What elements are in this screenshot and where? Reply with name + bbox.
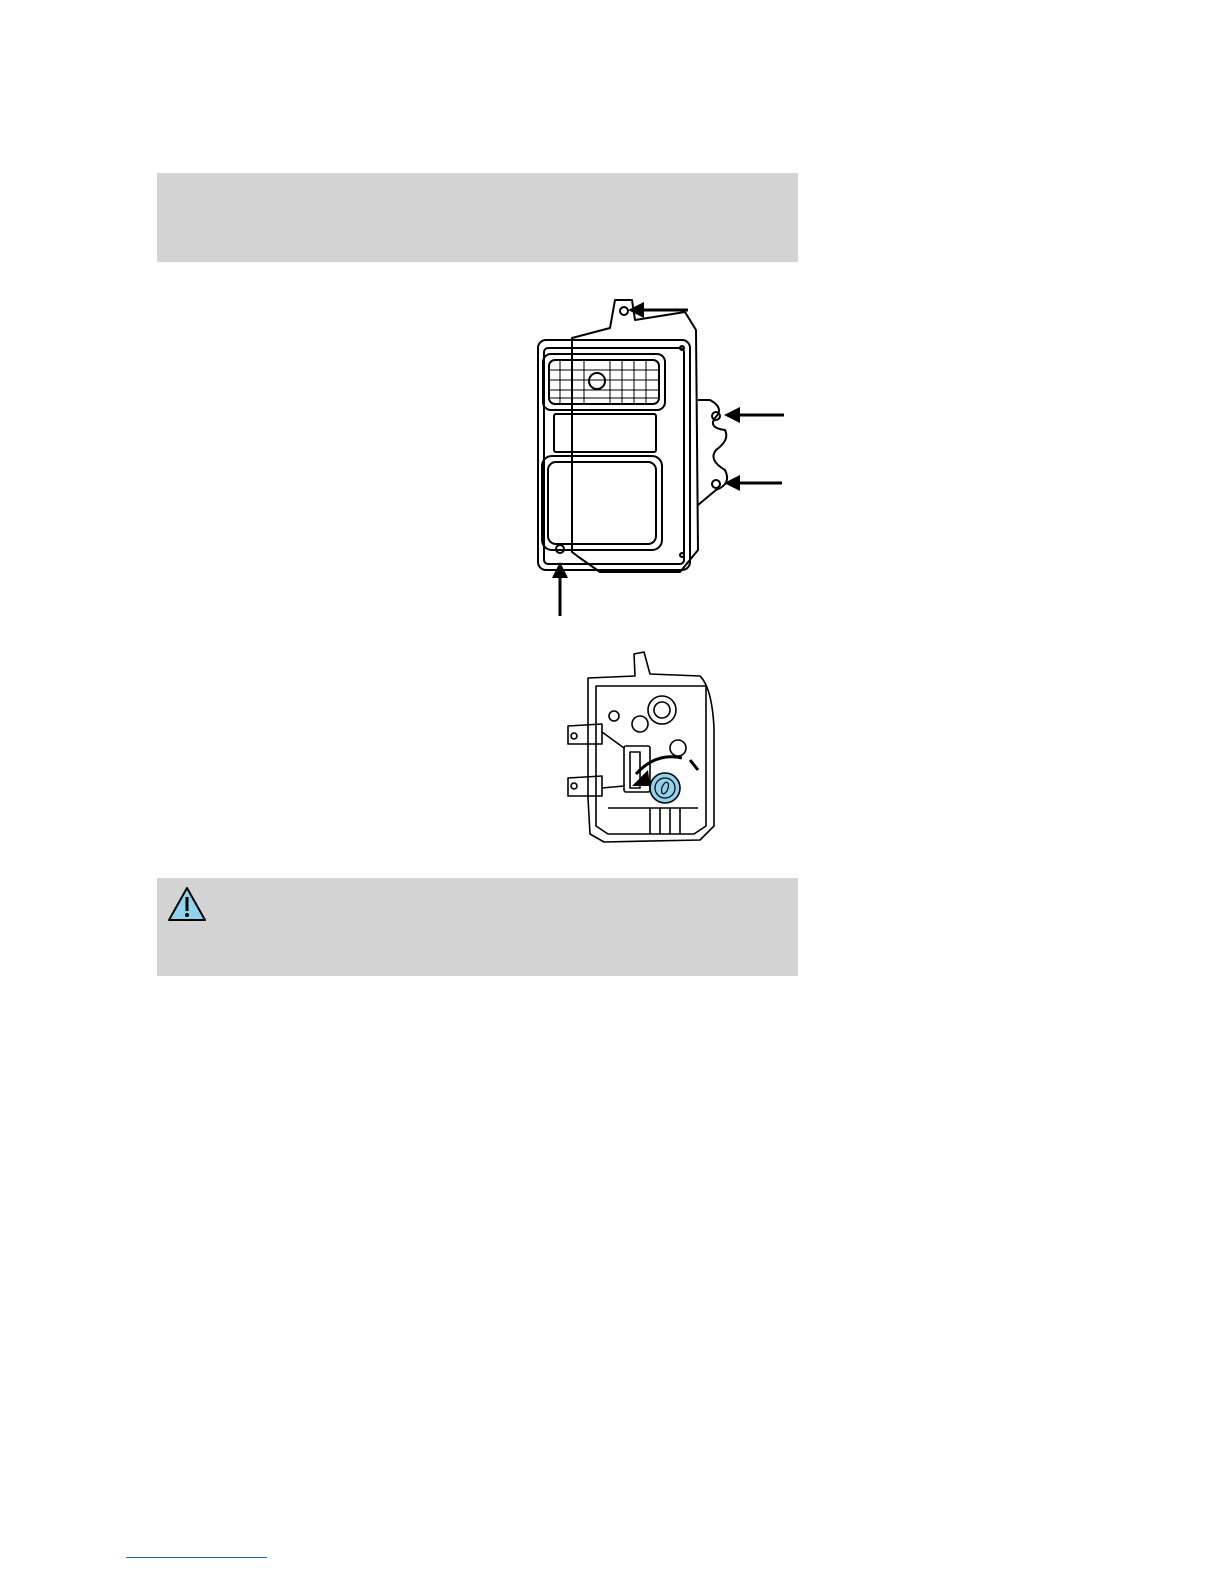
headlamp-front-illustration: [520, 290, 790, 620]
warning-triangle-icon: [167, 886, 207, 922]
section-header-bar: [157, 173, 798, 262]
footer-rule: [126, 1557, 267, 1558]
warning-box: [157, 878, 798, 976]
headlamp-rear-illustration: [560, 648, 730, 848]
